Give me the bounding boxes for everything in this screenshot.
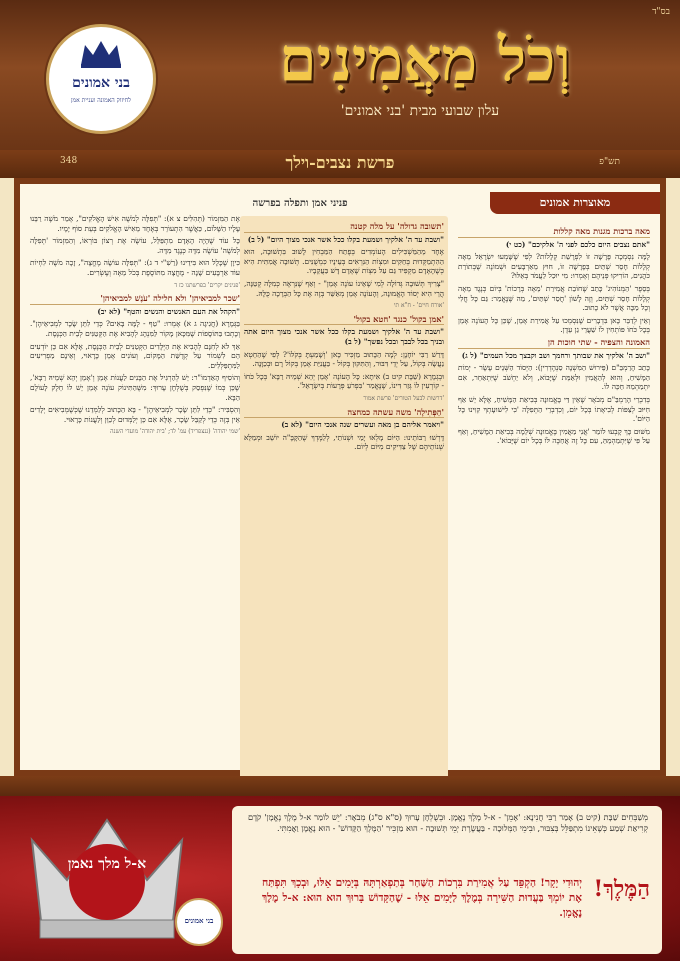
logo-subtitle: לחיזוק האמונה ועניית אמן bbox=[71, 97, 131, 104]
bnei-emunim-logo bbox=[46, 24, 156, 134]
paragraph: לָמָּה נִסְמְכָה פָּרָשָׁה זוֹ לִפְרָשַׁת קְלָלוֹת? לְפִי שֶׁשָּׁמְעוּ יִשְׂרָאֵל מֵאָה קְלָלוֹת חָסֵר שְׁתַּיִם בְּפָרָשָׁה זוֹ, חוּץ מֵאַרְבָּעִים וּשְׁמוֹנֶה שֶׁבְּתוֹרַת כֹּהֲנִים, הוֹרִיקוּ פְּנֵיהֶם וְאָמְרוּ: מִי יוּכַל לַעֲמֹד בְּאֵלּוּ? bbox=[458, 252, 650, 281]
article-heading: 'תשובה גדולה' על מלה קטנה bbox=[244, 222, 444, 233]
verse-quote: "ושבת עד ה' אלקיך ושמעת בקלו ככל אשר אנכי מצוך היום אתה ובניך בכל לבבך ובכל נפשך" (ל ב) bbox=[244, 327, 444, 346]
footer-text-box bbox=[232, 806, 662, 954]
content-page bbox=[20, 184, 660, 770]
paragraph: וְהִסְבִּיר: "כְּדֵי לִתֵּן שָׂכָר לִמְבִיאֵיהֶן" - בָּא הַכָּתוּב לְלַמְּדֵנוּ שֶׁכְּשֶׁמְּבִיאִים יְלָדִים אֵין בְּזֶה כְּדֵי לְקַבֵּל שָׂכָר, אֶלָּא אִם כֵּן יְלַמְּדוּם לְכַוֵּן וְלַעֲנוֹת כָּרָאוּי. bbox=[30, 405, 240, 424]
newsletter-subtitle: עלון שבועי מבית 'בני אמונים' bbox=[340, 103, 500, 119]
column-middle bbox=[240, 216, 448, 794]
footer-top-text: מְשַׁבְּחִים שַׁבָּת (קיט ב) אָמַר רַבִּי חֲנִינָא: 'אָמֵן' - א-ל מֶלֶךְ נֶאֱמָן. וּבְשֻׁלְחָן עָרוּךְ (ס"א ס"ג) מְבֹאָר: 'יֵשׁ לוֹמַר א-ל מֶלֶךְ נֶאֱמָן' קֹדֶם קְרִיאַת שְׁמַע כְּשֶׁאֵינוֹ מִתְפַּלֵּל בְּצִבּוּר, וּבִימֵי הַמְּלוּכָה - בַּעֲשֶׂרֶת יְמֵי תְּשׁוּבָה - הוּא מַזְכִּיר 'הַמֶּלֶךְ הַקָּדוֹשׁ' - הוּא נֶאֱמָן וַאֲמִתִּי. bbox=[248, 812, 648, 833]
section-tag: מאוצרות אמונים bbox=[490, 192, 660, 214]
year-label: תש"פ bbox=[599, 157, 620, 167]
paragraph: כָּתַב הָרַמְבַּ"ם (פֵּירוּשׁ הַמִּשְׁנָה סַנְהֶדְרִין): הַיְּסוֹד הַשְּׁנֵים עָשָׂר - יְמוֹת הַמָּשִׁיחַ, וְהוּא לְהַאֲמִין וּלְאַמֵּת שֶׁיָּבוֹא, וְלֹא יַחְשֹׁב שֶׁיִּתְאַחֵר, אִם יִתְמַהְמַהּ חַכֵּה לוֹ. bbox=[458, 363, 650, 392]
paragraph: מִשּׁוּם כָּךְ קָבְעוּ לוֹמַר 'אֲנִי מַאֲמִין בֶּאֱמוּנָה שְׁלֵמָה בְּבִיאַת הַמָּשִׁיחַ, וְאַף עַל פִּי שֶׁיִּתְמַהְמֵהַּ, עִם כָּל זֶה אֲחַכֶּה לּוֹ בְּכָל יוֹם שֶׁיָּבוֹא'. bbox=[458, 426, 650, 446]
paragraph: אֶת הַמִּזְמוֹר (תְּהִלִּים צ א): "תְּפִלָּה לְמֹשֶׁה אִישׁ הָאֱלֹקִים", אָמַר מֹשֶׁה רַבֵּנוּ עָלָיו הַשָּׁלוֹם, כַּאֲשֶׁר הִתְעוֹרֵר בְּאֶחָד מֵאִישׁ הָאֱלֹקִים בְּעֵת סוֹף יָמָיו. bbox=[30, 214, 240, 233]
hamelech-heading: הַמֶּלֶךְ! bbox=[593, 876, 650, 902]
paragraph: "צָרִיךְ תְּשׁוּבָה גְּדוֹלָה לְמִי שֶׁאֵינוֹ עוֹנֶה אָמֵן" - וְאַף שֶׁנִּרְאֶה כְּמִלָּה קְטַנָּה, הֲרֵי הִיא יְסוֹד הָאֱמוּנָה, וְהָעוֹנֶה אָמֵן מְאַשֵּׁר בְּזֶה אֶת כָּל הַבְּרָכָה כֻּלָּהּ. bbox=[244, 278, 444, 298]
article-heading: 'הַפְּתִילָה' משה עשתה כמחצה bbox=[244, 408, 444, 419]
logo-name: בני אמונים bbox=[72, 75, 130, 91]
section-subtitle: פניני אמן ותפלה בפרשה bbox=[252, 198, 348, 209]
parasha-title: פרשת נצבים-וילך bbox=[285, 153, 395, 172]
paragraph: כָּל עוֹד שֶׁהָיָה הָאָדָם מִתְפַּלֵּל, עוֹשֶׂה אֶת רְצוֹן בּוֹרְאוֹ, וְהַמִּזְמוֹר 'תְּפִלָּה לְמֹשֶׁה' עוֹשֶׂה מִדָּה כְּנֶגֶד מִדָּה. bbox=[30, 236, 240, 255]
issue-number: 348 bbox=[60, 156, 78, 166]
source-citation: 'דרשות לבעל הטורים' פרשת אמור bbox=[363, 394, 444, 402]
emblem-text: א-ל מלך נאמן bbox=[67, 856, 147, 872]
paragraph: וּבְגְמָרָא (שַׁבָּת קיט ב) אִיתָא: כָּל הָעוֹנֶה 'אָמֵן יְהֵא שְׁמֵיהּ רַבָּא' בְּכָל כֹּחוֹ - קוֹרְעִין לוֹ גְּזַר דִּינוֹ, שֶׁנֶּאֱמַר 'בִּפְרֹעַ פְּרָעוֹת בְּיִשְׂרָאֵל'. bbox=[244, 371, 444, 391]
source-citation: 'שמי יהודה' (גנצפריד) עמ' לד; 'בית יהודה' מועדי השנה bbox=[110, 428, 240, 436]
paragraph: אַךְ לֹא לְחִנָּם לְהָבִיא אֶת הַיְּלָדִים הַקְּטַנִּים לְבֵית הַכְּנֶסֶת, אֶלָּא אִם כֵּן יוֹדְעִים הֵם לִשְׁמוֹר עַל קְדֻשַּׁת הַמָּקוֹם, וְעוֹנִים אָמֵן כָּרָאוּי, וְאֵינָם מַפְרִיעִים לַמִּתְפַּלְּלִים. bbox=[30, 341, 240, 370]
paragraph: כִּיוָן שֶׁכָּלָל הוּא בִּידֵינוּ (רַשִׁ"י ד ג): "תְּפִלָּה עוֹשָׂה מֶחֱצָה", זָכָה מֹשֶׁה לִחְיוֹת עוֹד אַרְבָּעִים שָׁנָה - מֶחֱצָה מִתּוֹסֶפֶת בְּכֹל מֵאָה וְעֶשְׂרִים. bbox=[30, 258, 240, 277]
article-heading: האמונה והצפיה - שתי חוכות הן bbox=[458, 338, 650, 349]
source-citation: 'פנינים יקרים' בפרשתנו כז ד bbox=[174, 281, 240, 289]
small-logo-label: בני אמונים bbox=[184, 916, 214, 925]
crown-icon bbox=[79, 39, 123, 69]
paragraph: בְּסֵפֶר 'הַמְּנוֹהִיג' כָּתַב שֶׁחוֹבַת אֲמִירַת 'מֵאָה בְּרָכוֹת' בְּיוֹם כְּנֶגֶד מֵאָה קְלָלוֹת חָסֵר שְׁתַּיִם, וְזֶה לָשׁוֹן 'חֲסַר שְׁתַּיִם', מַה שֶּׁנֶּאֱמַר: גַּם כָּל חֳלִי וְכָל מַכָּה אֲשֶׁר לֹא כָתוּב. bbox=[458, 283, 650, 313]
footer-banner bbox=[0, 796, 680, 961]
newsletter-title: וְכֹל מַאֲמִינִים bbox=[279, 25, 571, 95]
verse-quote: "הקהל את העם האנשים והנשים והטף" (לא יב) bbox=[97, 306, 240, 316]
column-left bbox=[30, 214, 240, 786]
paragraph: דָּרְשׁוּ רַבּוֹתֵינוּ: הַיּוֹם מָלְאוּ יָמַי וּשְׁנוֹתַי, לְלַמֶּדְךָ שֶׁהַקָּבָּ"ה יוֹשֵׁב וּמְמַלֵּא שְׁנוֹתֵיהֶם שֶׁל צַדִּיקִים מִיּוֹם לְיוֹם. bbox=[244, 432, 444, 452]
paragraph: אֶחָד מֵהַמַּשְׁכִּילִים הָעוֹמְדִים בְּפֶתַח הַמַּבְחִין לָשׁוּב בִּתְשׁוּבָה, הוּא הַהִתְמַקְּדוּת בְּחַקִּים וּמִצְוֹת הַנִּרְאִים בְּעֵינָיו כִּמְשֻׁנִּים. תְּשׁוּבָה אֲמִתִּית הִיא כְּשֶׁהָאָדָם מַקְפִּיד גַּם עַל מִצְוֹת שֶׁאָדָם דָּשׁ בַּעֲקֵבָיו. bbox=[244, 247, 444, 276]
article-heading: 'שכר למביאיהן' ולא חלילה 'עֹנֶשׁ למביאיהן' bbox=[30, 294, 240, 305]
verse-quote: "ושב ה' אלקיך את שבותך ורחמך ושב וקבצך מכל העמים" (ל ג) bbox=[461, 350, 650, 360]
paragraph: דָּרַשׁ רַבִּי יוֹחָנָן: לְמָה הַכָּתוּב מַזְכִּיר כָּאן 'וְשָׁמַעְתָּ בְּקֹלוֹ'? לְפִי שֶׁהַחֵטְא נַעֲשָׂה בְּקוֹל, עַל יְדֵי דִּבּוּר, וְהַתִּקּוּן בְּקוֹל - בַּעֲנִיַּת אָמֵן בְּקוֹל רָם וּבְכַוָּנָה. bbox=[244, 349, 444, 369]
article-heading: 'אמן בקול' כנגד 'חטא בקול' bbox=[244, 315, 444, 326]
paragraph: בְּדִבְרֵי הָרַמְבַּ"ם מְבֹאָר שֶׁאֵין דַּי בָּאֱמוּנָה בְּבִיאַת הַמָּשִׁיחַ, אֶלָּא יֵשׁ אַף חִיּוּב לְצַפּוֹת לְבִיאָתוֹ בְּכָל יוֹם, וְכִדְבְרֵי הַתְּפִלָּה 'כִּי לִישׁוּעָתְךָ קִוִּינוּ כָּל הַיּוֹם'. bbox=[458, 394, 650, 424]
small-logo bbox=[175, 898, 223, 946]
bsd-mark: בס"ד bbox=[652, 7, 670, 17]
paragraph: בַּגְּמָרָא (חֲגִיגָה ג א) אָמְרוּ: "טַף - לָמָּה בָּאִים? כְּדֵי לִתֵּן שָׂכָר לִמְבִיאֵיהֶן". וְכָתְבוּ בַּתּוֹסָפוֹת שֶׁמִּכָּאן מָקוֹר לַמִּנְהָג לְהָבִיא אֶת הַקְּטַנִּים לְבֵית הַכְּנֶסֶת. bbox=[30, 319, 240, 338]
masthead bbox=[0, 0, 680, 150]
paragraph: וְהוֹסִיף הָאַדְמוֹ"ר: יֵשׁ לְהַרְגִּיל אֶת הַבָּנִים לַעֲנוֹת אָמֵן וְ'אָמֵן יְהֵא שְׁמֵיהּ רַבָּא', שֶׁכֵּן כְּמוֹ שֶׁנִּפְסַק בְּשֻׁלְחָן עָרוּךְ: מִשֶּׁהַתִּינוֹק עוֹנֶה אָמֵן יֵשׁ לוֹ חֵלֶק לָעוֹלָם הַבָּא. bbox=[30, 373, 240, 402]
verse-quote: "ויאמר אליהם בן מאה ועשרים שנה אנכי היום" (לא ב) bbox=[281, 420, 444, 430]
column-right bbox=[458, 224, 650, 764]
paragraph: וְאֵין לְדַבֵּר כָּאן בִּדְבָרִים שֶׁנִּסְמְכוּ עַל אֲמִירַת אָמֵן, שֶׁכֵּן כָּל הָעוֹנֶה אָמֵן בְּכָל כֹּחוֹ פּוֹתְחִין לוֹ שַׁעֲרֵי גַן עֵדֶן. bbox=[458, 315, 650, 335]
footer-call-text: יְהוּדִי יָקָר! הַקְפֵּד עַל אֲמִירַת בִּרְכוֹת הַשַּׁחַר בְּתַפְאַרְתָּהּ בְּיָמִים אֵלּוּ, וּבְכָךְ תִּפְתַּח אֶת יוֹמְךָ בַּעֲדוּת הַשִּׁירָה בְּמֶלֶךְ לַיָּמִים אֵלּוּ - שֶׁהַקָּדוֹשׁ בָּרוּךְ הוּא הוּא: א-ל מֶלֶךְ נֶאֱמָן. bbox=[262, 877, 582, 919]
verse-quote: "אתם נצבים היום כלכם לפני ה' אלקיכם" (כט י) bbox=[505, 239, 650, 249]
source-citation: 'אורח חיים' - ח"א תי bbox=[393, 302, 444, 310]
verse-quote: "ושבת עד ה' אלקיך ושמעת בקלו ככל אשר אנכי מצוך היום" (ל ב) bbox=[247, 234, 444, 244]
crown-emblem-icon bbox=[22, 810, 192, 950]
bottom-ornament-bar bbox=[0, 776, 680, 796]
article-heading: מאה ברכות מגנות מאה קללות bbox=[458, 227, 650, 238]
